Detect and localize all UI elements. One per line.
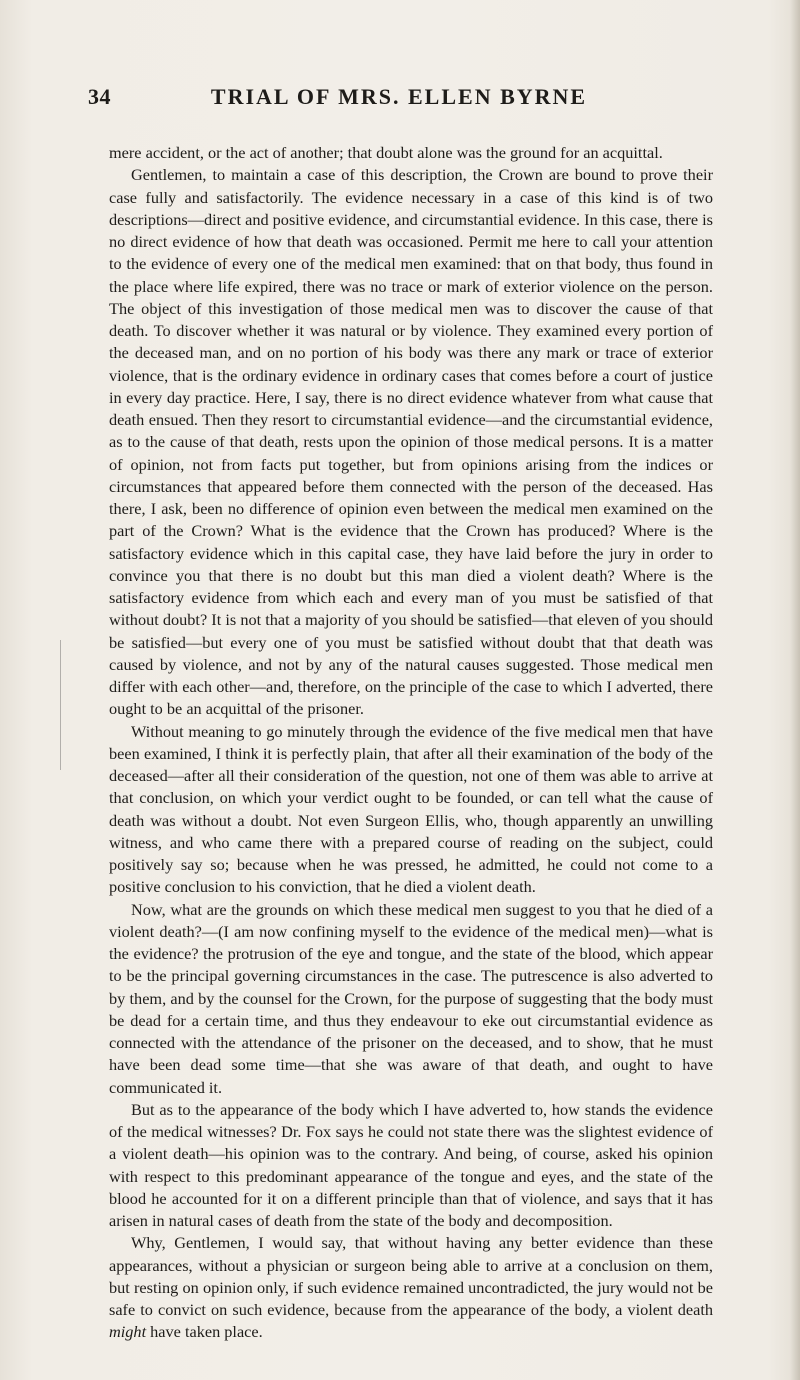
body-text — [109, 142, 713, 1344]
paragraph-text: Without meaning to go minutely through the evidence of the five medical men that have been examined, I think it is perfectly plain, that after all their examination of the body of the deceased—after all their consideration of the question, not one of them was able to arrive at that conclusion, on which your verdict ought to be founded, or can tell what the cause of death was without a doubt. Not even Surgeon Ellis, who, though apparently an unwilling witness, and who came there with a prepared course of reading on the subject, could positively say so; because when he was pressed, he admitted, he could not come to a positive conclusion to his conviction, that he died a violent death. — [109, 721, 713, 897]
paragraph — [109, 899, 713, 1099]
running-title: TRIAL OF MRS. ELLEN BYRNE — [210, 84, 588, 109]
paragraph-text: Now, what are the grounds on which these medical men suggest to you that he died of a violent death?—(I am now confining myself to the evidence of the medical men)—what is the evidence? the protrusion of the eye and tongue, and the state of the blood, which appear to be the principal governing circumstances in the case. The putrescence is also adverted to by them, and by the counsel for the Crown, for the purpose of suggesting that the body must be dead for a certain time, and thus they endeavour to eke out circumstantial evidence as connected with the attendance of the prisoner on the deceased, and to show, that he must have been dead some time—that she was aware of that death, and ought to have communicated it. — [109, 899, 713, 1097]
paragraph — [109, 142, 713, 164]
paragraph — [109, 721, 713, 899]
paragraph-text: mere accident, or the act of another; that doubt alone was the ground for an acquittal. — [109, 143, 663, 162]
paragraph — [109, 1232, 713, 1343]
emphasis-text: might — [109, 1322, 147, 1342]
paragraph — [109, 1099, 713, 1233]
page-header — [88, 84, 710, 118]
paragraph — [109, 164, 713, 720]
paragraph-text: But as to the appearance of the body which I have adverted to, how stands the evidence of the medical witnesses? Dr. Fox says he could not state there was the slightest evidence of a violent death—his opinion was to the contrary. And being, of course, asked his opinion with respect to this predominant appearance of the tongue and eyes, and the state of the blood he accounted for it on a different principle than that of violence, and says that it has arisen in natural cases of death from the state of the body and decomposition. — [109, 1099, 713, 1230]
margin-pencil-mark — [60, 640, 75, 770]
paragraph-text: have taken place. — [146, 1322, 263, 1342]
page-edge-shadow — [790, 0, 800, 1380]
page-number: 34 — [88, 84, 111, 109]
paragraph-text: Why, Gentlemen, I would say, that without having any better evidence than these appearances, without a physician or surgeon being able to arrive at a conclusion on them, but resting on opinion only, if such evidence remained uncontradicted, the jury would not be safe to convict on such evidence, because from the appearance of the body, a violent death — [109, 1233, 713, 1319]
paragraph-text: Gentlemen, to maintain a case of this description, the Crown are bound to prove their case fully and satisfactorily. The evidence necessary in a case of this kind is of two descriptions—direct and positive evidence, and circumstantial evidence. In this case, there is no direct evidence of how that death was occasioned. Permit me here to call your attention to the evidence of every one of the medical men examined: that on that body, thus found in the place where life expired, there was no trace or mark of exterior violence on the person. The object of this investigation of those medical men was to discover the cause of that death. To discover whether it was natural or by violence. They examined every portion of the deceased man, and on no portion of his body was there any mark or trace of exterior violence, that is the ordinary evidence in ordinary cases that comes before a court of justice in every day practice. Here, I say, there is no direct evidence whatever from what cause that death ensued. Then they resort to circumstantial evidence—and the circumstantial evidence, as to the cause of that death, rests upon the opinion of those medical persons. It is a matter of opinion, not from facts put together, but from opinions arising from the indices or circumstances that appeared before them connected with the person of the deceased. Has there, I ask, been no difference of opinion even between the medical men examined on the part of the Crown? What is the evidence that the Crown has produced? Where is the satisfactory evidence which in this capital case, they have laid before the jury in order to convince you that there is no doubt but this man died a violent death? Where is the satisfactory evidence from which each and every man of you must be satisfied of that without doubt? It is not that a majority of you should be satisfied—that eleven of you should be satisfied—but every one of you must be satisfied without doubt that that death was caused by violence, and not by any of the natural causes suggested. Those medical men differ with each other—and, therefore, on the principle of the case to which I adverted, there ought to be an acquittal of the prisoner. — [109, 165, 714, 719]
